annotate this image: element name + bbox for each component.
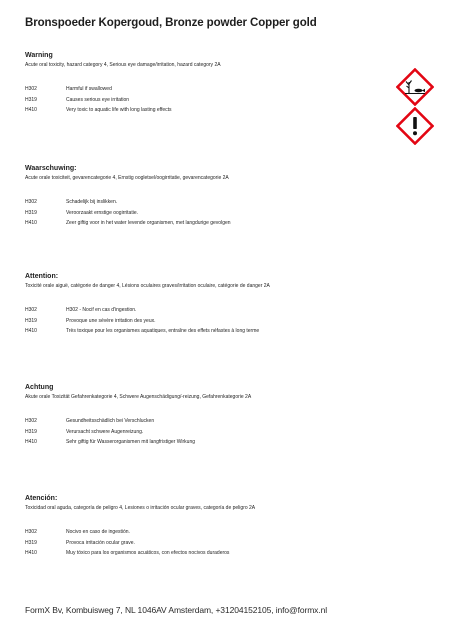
hazard-text: Harmful if swallowed bbox=[66, 86, 112, 92]
hazard-classification: Acute orale toxiciteit, gevarencategorie 4, Ernstig oogletsel/oogirritatie, gevarencategorie 2A bbox=[25, 175, 229, 181]
hazard-statement bbox=[25, 197, 365, 208]
hazard-code: H410 bbox=[25, 328, 37, 334]
hazard-section-dutch bbox=[25, 164, 365, 229]
hazard-statement bbox=[25, 218, 365, 229]
hazard-text: Verursacht schwere Augenreizung. bbox=[66, 428, 144, 435]
hazard-code: H410 bbox=[25, 550, 37, 556]
hazard-code: H302 bbox=[25, 199, 37, 205]
hazard-statement-list bbox=[25, 305, 365, 337]
hazard-text: Gesundheitsschädlich bei Verschlucken bbox=[66, 418, 155, 424]
hazard-classification: Acute oral toxicity, hazard category 4, Serious eye damage/irritation, hazard category 2A bbox=[25, 62, 221, 68]
page-title: Bronspoeder Kopergoud, Bronze powder Copper gold bbox=[25, 17, 317, 29]
hazard-statement bbox=[25, 84, 365, 95]
hazard-statement bbox=[25, 326, 365, 337]
hazard-statement bbox=[25, 305, 365, 316]
hazard-text: Très toxique pour les organismes aquatiques, entraîne des effets néfastes à long terme bbox=[66, 328, 260, 334]
hazard-statement bbox=[25, 538, 365, 549]
hazard-text: Provoca irritación ocular grave. bbox=[66, 539, 135, 546]
hazard-code: H410 bbox=[25, 220, 37, 226]
company-footer: FormX Bv, Kombuisweg 7, NL 1046AV Amsterdam, +31204152105, info@formx.nl bbox=[25, 605, 327, 615]
hazard-statement bbox=[25, 427, 365, 438]
hazard-section-german bbox=[25, 383, 365, 448]
signal-word: Atención: bbox=[25, 495, 58, 502]
hazard-text: Zeer giftig voor in het water levende organismen, met langdurige gevolgen bbox=[66, 220, 231, 226]
hazard-code: H319 bbox=[25, 209, 37, 216]
hazard-statement bbox=[25, 527, 365, 538]
signal-word: Warning bbox=[25, 52, 53, 59]
hazard-code: H302 bbox=[25, 86, 37, 92]
hazard-statement bbox=[25, 437, 365, 448]
hazard-statement bbox=[25, 416, 365, 427]
hazard-statement-list bbox=[25, 416, 365, 448]
hazard-statement bbox=[25, 105, 365, 116]
hazard-classification: Toxicité orale aiguë, catégorie de danger 4, Lésions oculaires graves/irritation oculaire, catégorie de danger 2A bbox=[25, 283, 270, 289]
hazard-statement bbox=[25, 208, 365, 219]
hazard-text: Veroorzaakt ernstige oogirritatie. bbox=[66, 209, 138, 216]
hazard-text: Provoque une sévère irritation des yeux. bbox=[66, 317, 156, 324]
hazard-text: Causes serious eye irritation bbox=[66, 96, 130, 103]
exclamation-mark-hazard-icon bbox=[396, 107, 434, 145]
signal-word: Attention: bbox=[25, 273, 59, 280]
hazard-code: H319 bbox=[25, 539, 37, 546]
hazard-code: H319 bbox=[25, 317, 37, 324]
hazard-code: H302 bbox=[25, 418, 37, 424]
hazard-statement-list bbox=[25, 527, 365, 559]
hazard-section-french bbox=[25, 272, 365, 337]
hazard-code: H302 bbox=[25, 529, 37, 535]
hazard-text: Nocivo en caso de ingestión. bbox=[66, 529, 130, 535]
hazard-code: H302 bbox=[25, 307, 37, 313]
hazard-text: Muy tóxico para los organismos acuáticos, con efectos nocivos duraderos bbox=[66, 550, 230, 556]
hazard-text: Very toxic to aquatic life with long lasting effects bbox=[66, 107, 172, 113]
hazard-text: Schadelijk bij inslikken. bbox=[66, 199, 118, 205]
environment-hazard-icon bbox=[396, 68, 434, 106]
hazard-statement-list bbox=[25, 197, 365, 229]
signal-word: Achtung bbox=[25, 384, 54, 391]
hazard-code: H319 bbox=[25, 96, 37, 103]
hazard-text: H302 - Nocif en cas d'ingestion. bbox=[66, 307, 137, 313]
hazard-code: H319 bbox=[25, 428, 37, 435]
hazard-statement bbox=[25, 316, 365, 327]
hazard-classification: Akute orale Toxizität Gefahrenkategorie 4, Schwere Augenschädigung/-reizung, Gefahrenkategorie 2A bbox=[25, 394, 252, 400]
hazard-statement-list bbox=[25, 84, 365, 116]
hazard-section-english bbox=[25, 51, 365, 116]
hazard-section-spanish bbox=[25, 494, 365, 559]
hazard-statement bbox=[25, 95, 365, 106]
signal-word: Waarschuwing: bbox=[25, 165, 77, 172]
hazard-text: Sehr giftig für Wasserorganismen mit langfristiger Wirkung bbox=[66, 439, 196, 445]
hazard-classification: Toxicidad oral aguda, categoría de peligro 4, Lesiones o irritación ocular graves, categoría de peligro 2A bbox=[25, 505, 256, 511]
hazard-statement bbox=[25, 548, 365, 559]
hazard-code: H410 bbox=[25, 439, 37, 445]
hazard-code: H410 bbox=[25, 107, 37, 113]
